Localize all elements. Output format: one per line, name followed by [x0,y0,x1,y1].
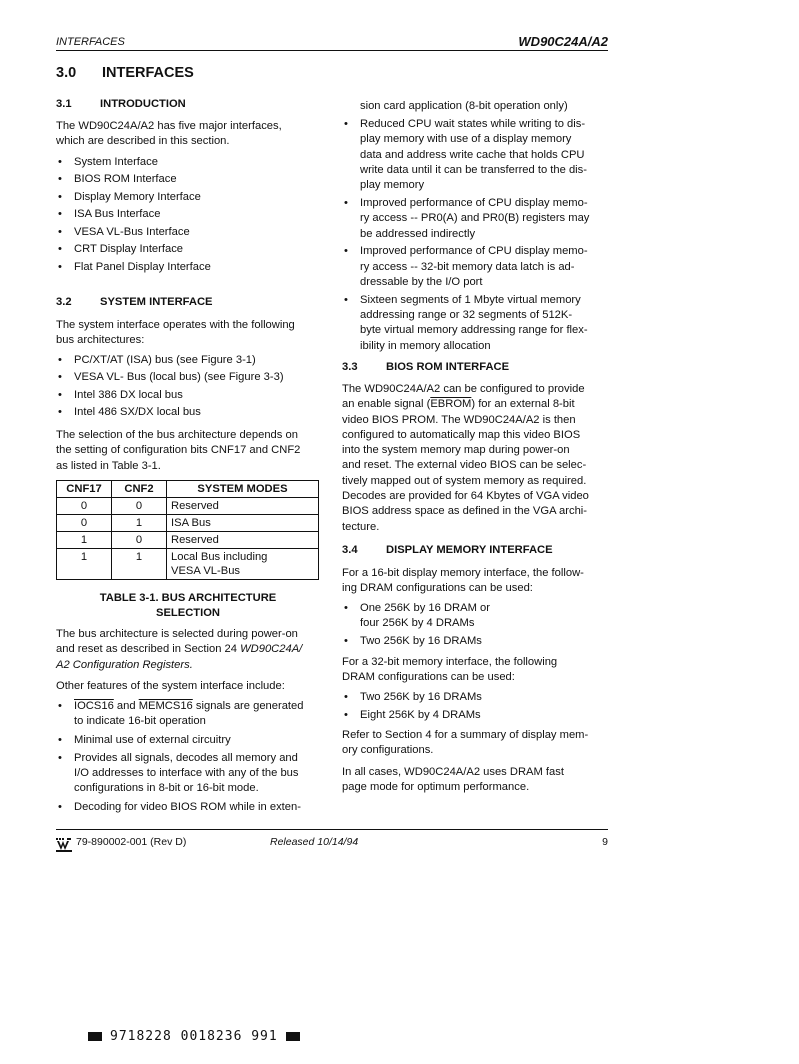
barcode-strip [88,1029,300,1044]
section-3-4-para4: In all cases, WD90C24A/A2 uses DRAM fast page mode for optimum performance. [342,766,564,794]
list-item: • One 256K by 16 DRAM or four 256K by 4 DRAMs [342,601,608,632]
list-item: • ISA Bus Interface [56,207,320,222]
section-3-4-para2: For a 32-bit memory interface, the following DRAM configurations can be used: [342,656,558,684]
table-row [57,532,319,549]
list-item: • Provides all signals, decodes all memory and I/O addresses to interface with any of the bus configurations in 8-bit or 16-bit mode. [56,751,320,797]
barcode-text: 9718228 0018236 991 [110,1029,278,1044]
list-item: • Display Memory Interface [56,190,320,205]
table-header-row [57,481,319,498]
header-section: INTERFACES [56,36,125,48]
list-item: • Reduced CPU wait states while writing to dis- play memory with use of a display memory data and address write cache that holds CPU write data until it can be transferred to the dis- play memory [342,117,608,193]
release-date: Released 10/14/94 [270,836,359,848]
table-cell: Reserved [167,498,319,515]
table-row [57,498,319,515]
table-cell: 0 [112,498,167,515]
bus-architecture-table [56,480,319,580]
list-item: • Intel 386 DX local bus [56,388,320,403]
table-header-cell: CNF2 [112,481,167,498]
table-cell: Local Bus including VESA VL-Bus [167,549,319,580]
dram-32bit-list [342,690,608,723]
list-item: • Two 256K by 16 DRAMs [342,690,608,705]
list-item-continuation: sion card application (8-bit operation only) [360,100,568,112]
wd-logo-icon [56,836,72,855]
list-item: • CRT Display Interface [56,242,320,257]
section-3-3-body: The WD90C24A/A2 can be configured to provide an enable signal (EBROM) for an external 8-bit video BIOS PROM. The WD90C24A/A2 is then configured to automatically map this video BIOS into the system memory map during power-on and reset. The external video BIOS can be selec- tively mapped out of system memory as required. Decodes are provided for 64 Kbytes of VGA video BIOS address space as defined in the VGA archi- tecture. [342,383,589,533]
page-number: 9 [602,836,608,848]
list-item: • Two 256K by 16 DRAMs [342,634,608,649]
section-3-2-para2: The selection of the bus architecture depends on the setting of configuration bits CNF17 and CNF2 as listed in Table 3-1. [56,429,301,472]
list-item: • System Interface [56,155,320,170]
table-cell: Reserved [167,532,319,549]
list-item: • IOCS16 and MEMCS16 signals are generated to indicate 16-bit operation [56,699,320,730]
table-caption: TABLE 3-1. BUS ARCHITECTURE SELECTION [99,592,277,620]
chapter-heading: 3.0 INTERFACES [56,65,194,81]
table-cell: 0 [57,515,112,532]
table-cell: 1 [112,515,167,532]
feature-list-continued [342,117,608,354]
list-item: • Intel 486 SX/DX local bus [56,405,320,420]
table-cell: ISA Bus [167,515,319,532]
page-footer [56,836,608,852]
list-item: • Improved performance of CPU display memo- ry access -- 32-bit memory data latch is ad- dressable by the I/O port [342,244,608,290]
list-item: • BIOS ROM Interface [56,172,320,187]
interface-list [56,155,320,275]
section-3-3-heading: 3.3 BIOS ROM INTERFACE [342,361,510,373]
list-item: • Flat Panel Display Interface [56,260,320,275]
footer-rule [56,829,608,830]
document-number: 79-890002-001 (Rev D) [76,836,187,848]
section-3-2-para4: Other features of the system interface include: [56,680,285,692]
barcode-mark [88,1032,102,1041]
section-3-2-intro: The system interface operates with the following bus architectures: [56,319,295,347]
table-header-cell: SYSTEM MODES [167,481,319,498]
list-item: • Eight 256K by 4 DRAMs [342,708,608,723]
page-header [56,36,608,50]
table-cell: 1 [57,549,112,580]
dram-16bit-list [342,601,608,649]
list-item: • Sixteen segments of 1 Mbyte virtual memory addressing range or 32 segments of 512K- byte virtual memory addressing range for flex- ibility in memory allocation [342,293,608,354]
list-item: • Improved performance of CPU display memo- ry access -- PR0(A) and PR0(B) registers may be addressed indirectly [342,196,608,242]
barcode-mark [286,1032,300,1041]
section-3-4-para3: Refer to Section 4 for a summary of display mem- ory configurations. [342,729,589,757]
list-item: • Minimal use of external circuitry [56,733,320,748]
table-cell: 0 [57,498,112,515]
table-cell: 1 [57,532,112,549]
table-row [57,549,319,580]
header-rule [56,50,608,51]
header-part-number: WD90C24A/A2 [518,34,608,49]
list-item: • VESA VL-Bus Interface [56,225,320,240]
section-3-4-para1: For a 16-bit display memory interface, the follow- ing DRAM configurations can be used: [342,567,584,595]
section-3-2-para3: The bus architecture is selected during power-on and reset as described in Section 24 WD90C24A/ A2 Configuration Registers. [56,628,303,671]
section-3-2-heading: 3.2 SYSTEM INTERFACE [56,296,213,308]
list-item: • Decoding for video BIOS ROM while in exten- [56,800,320,815]
section-3-1-intro: The WD90C24A/A2 has five major interfaces, which are described in this section. [56,120,282,148]
list-item: • VESA VL- Bus (local bus) (see Figure 3-3) [56,370,320,385]
section-3-4-heading: 3.4 DISPLAY MEMORY INTERFACE [342,544,553,556]
table-header-cell: CNF17 [57,481,112,498]
bus-list [56,353,320,421]
table-cell: 1 [112,549,167,580]
list-item: • PC/XT/AT (ISA) bus (see Figure 3-1) [56,353,320,368]
section-3-1-heading: 3.1 INTRODUCTION [56,98,186,110]
feature-list [56,699,320,815]
table-row [57,515,319,532]
table-cell: 0 [112,532,167,549]
